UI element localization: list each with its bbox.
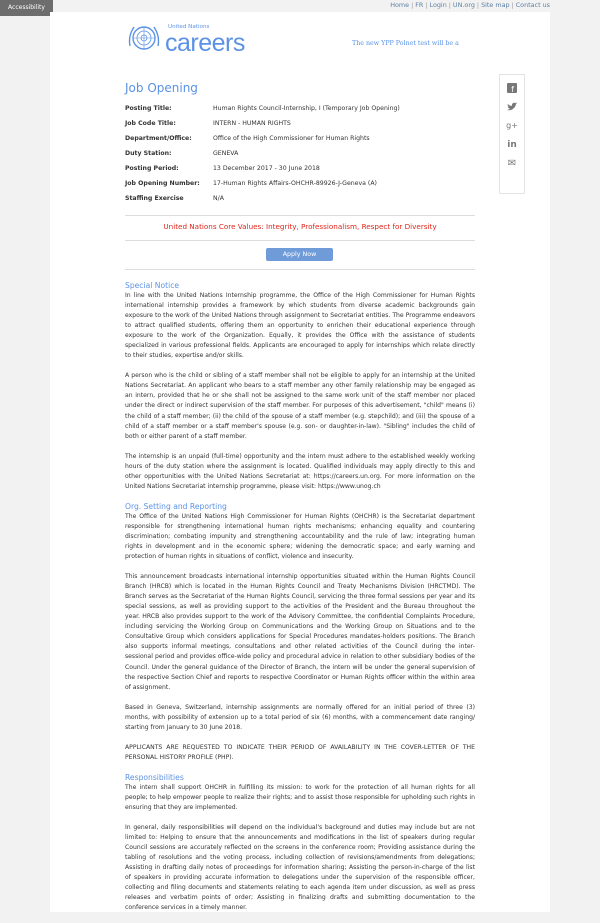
section-heading: Responsibilities [125, 772, 184, 782]
field-row [125, 135, 475, 150]
paragraph: In line with the United Nations Internship programme, the Office of the High Commissioner for Human Rights international internship provides a framework by which students from diverse academic backgrounds gain exposure to the work of the United Nations through assignment to Secretariat entities. The Programme endeavors to attract qualified students, offering them an opportunity to enrichen their educational experience through exposure to the work of the Organization. Equally, it provides the Office with the assistance of students specialized in various professional fields. Applicants are encouraged to apply for internships which relate directly to their studies, expertise and/or skills. [125, 292, 475, 360]
field-label: Posting Period: [125, 165, 179, 172]
field-label: Duty Station: [125, 150, 172, 157]
top-links [390, 1, 550, 9]
news-ticker[interactable]: The new YPP Polnet test will be a [352, 40, 459, 47]
accessibility-button[interactable]: Accessibility [0, 0, 53, 16]
facebook-glyph: f [511, 85, 514, 94]
facebook-icon[interactable] [505, 81, 519, 95]
section-heading: Org. Setting and Reporting [125, 501, 227, 511]
paragraph: APPLICANTS ARE REQUESTED TO INDICATE THEIR PERIOD OF AVAILABILITY IN THE COVER-LETTER OF THE PERSONAL HISTORY PROFILE (PHP). [125, 743, 475, 761]
field-row [125, 165, 475, 180]
divider [125, 269, 475, 270]
field-row [125, 150, 475, 165]
logo-careers-text: careers [165, 29, 245, 57]
field-value: Office of the High Commissioner for Human Rights [213, 135, 370, 142]
paragraph: A person who is the child or sibling of a staff member shall not be eligible to apply for an internship at the United Nations Secretariat. An applicant who bears to a staff member any other family relationship may be engaged as an intern, provided that he or she shall not be assigned to the same work unit of the staff member nor placed under the direct or indirect supervision of the staff member. For purposes of this advertisement, "child" means (i) the child of a staff member; (ii) the child of the spouse of a staff member (e.g. stepchild); and (iii) the spouse of a child of a staff member or a staff member's spouse (e.g. son- or daughter-in-law). "Sibling" includes the child of both or either parent of a staff member. [125, 372, 475, 440]
paragraph: In general, daily responsibilities will depend on the individual's background and duties may include but are not limited to: Helping to ensure that the announcements and modifications in the list of speakers during regular Council sessions are accurately reflected on the screens in the conference room; Providing assistance during the tabling of resolutions and the voting process, including collection of revisions/amendments from delegations; Assisting in drafting daily notes of proceedings for information sharing; Assisting the person-in-charge of the list of speakers in providing accurate information to delegations under the supervision of the responsible officer, collecting and filing documents and statements relating to each agenda item under discussion, as well as press releases and verbatim points of order; Assisting in finalizing drafts and submitting documentation to the conference services in a timely manner. [125, 824, 475, 912]
email-icon[interactable]: ✉ [507, 158, 517, 169]
divider [125, 240, 475, 241]
divider [125, 215, 475, 216]
field-label: Posting Title: [125, 105, 172, 112]
field-value: N/A [213, 195, 224, 202]
apply-now-button[interactable]: Apply Now [266, 248, 333, 261]
contact-link[interactable]: Contact us [515, 1, 550, 9]
linkedin-icon[interactable]: in [507, 140, 517, 150]
job-fields [125, 105, 475, 210]
section-heading: Special Notice [125, 281, 180, 290]
login-link[interactable]: Login [429, 1, 447, 9]
field-label: Job Opening Number: [125, 180, 200, 187]
un-org-link[interactable]: UN.org [452, 1, 475, 9]
field-value: Human Rights Council-Internship, I (Temporary Job Opening) [213, 105, 400, 112]
logo-small-text: United Nations [168, 24, 210, 30]
field-value: 13 December 2017 - 30 June 2018 [213, 165, 320, 172]
paragraph: The Office of the United Nations High Commissioner for Human Rights (OHCHR) is the Secretariat department responsible for strengthening international human rights mechanisms; enhancing equality and countering discrimination; combating impunity and strengthening accountability and the rule of law; integrating human rights in development and in the economic sphere; widening the democratic space; and early warning and protection of human rights in situations of conflict, violence and insecurity. [125, 512, 475, 561]
field-label: Job Code Title: [125, 120, 176, 127]
share-bar [499, 74, 525, 194]
separator: | [448, 1, 451, 9]
separator: | [476, 1, 480, 9]
field-label: Department/Office: [125, 135, 192, 142]
careers-logo[interactable] [125, 21, 265, 57]
paragraph: This announcement broadcasts international internship opportunities situated within the Human Rights Council Branch (HRCB) which is located in the Human Rights Council and Treaty Mechanisms Division (HRCTMD). The Branch serves as the Secretariat of the Human Rights Council, servicing the three formal sessions per year and its special sessions, as well as providing support to the activities of the President and the Bureau throughout the year. HRCB also provides support to the work of the Advisory Committee, the confidential Complaints Procedure, including servicing the Working Group on Communications and the Working Group on Situations and to the Consultative Group which considers applications for Special Procedures mandates-holders positions. The Branch also supports informal meetings, consultations and other related activities of the Council during the inter-sessional period and provides office-wide policy and procedural advice in relation to other subsidiary bodies of the Council. Under the general guidance of the Director of Branch, the intern will be under the general supervision of the respective Section Chief and reports to respective Coordinator or Human Rights officer within the within area of assignment. [125, 573, 475, 691]
field-row [125, 120, 475, 135]
home-link[interactable]: Home [390, 1, 410, 9]
fr-link[interactable]: FR [415, 1, 424, 9]
field-row [125, 195, 475, 210]
paragraph: The intern shall support OHCHR in fulfilling its mission: to work for the protection of all human rights for all people; to help empower people to realize their rights; and to assist those responsible for upholding such rights in ensuring that they are implemented. [125, 783, 475, 811]
field-row [125, 105, 475, 120]
core-values-text: United Nations Core Values: Integrity, Professionalism, Respect for Diversity [163, 222, 437, 231]
twitter-glyph: t [512, 113, 513, 114]
separator: | [425, 1, 428, 9]
site-map-link[interactable]: Site map [481, 1, 510, 9]
field-value: 17-Human Rights Affairs-OHCHR-89926-J-Geneva (A) [213, 180, 377, 187]
field-label: Staffing Exercise [125, 195, 184, 202]
paragraph: Based in Geneva, Switzerland, internship assignments are normally offered for an initial period of three (3) months, with possibility of extension up to a total period of six (6) months, with a commencement date ranging/ starting from January to 30 June 2018. [125, 703, 475, 731]
page-container [50, 12, 550, 912]
un-emblem-icon [125, 21, 163, 55]
twitter-icon[interactable] [505, 100, 519, 114]
field-value: INTERN - HUMAN RIGHTS [213, 120, 291, 127]
field-row [125, 180, 475, 195]
paragraph: The internship is an unpaid (full-time) opportunity and the intern must adhere to the established weekly working hours of the duty station where the assignment is located. Qualified individuals may apply directly to this and other opportunities with the United Nations Secretariat at: https://careers.un.org. For more information on the United Nations Secretariat internship programme, please visit: https://www.unog.ch [125, 452, 475, 490]
job-description [125, 279, 475, 923]
separator: | [411, 1, 414, 9]
google-plus-icon[interactable]: g+ [506, 121, 518, 130]
page-title: Job Opening [125, 81, 198, 95]
field-value: GENEVA [213, 150, 239, 157]
separator: | [511, 1, 514, 9]
